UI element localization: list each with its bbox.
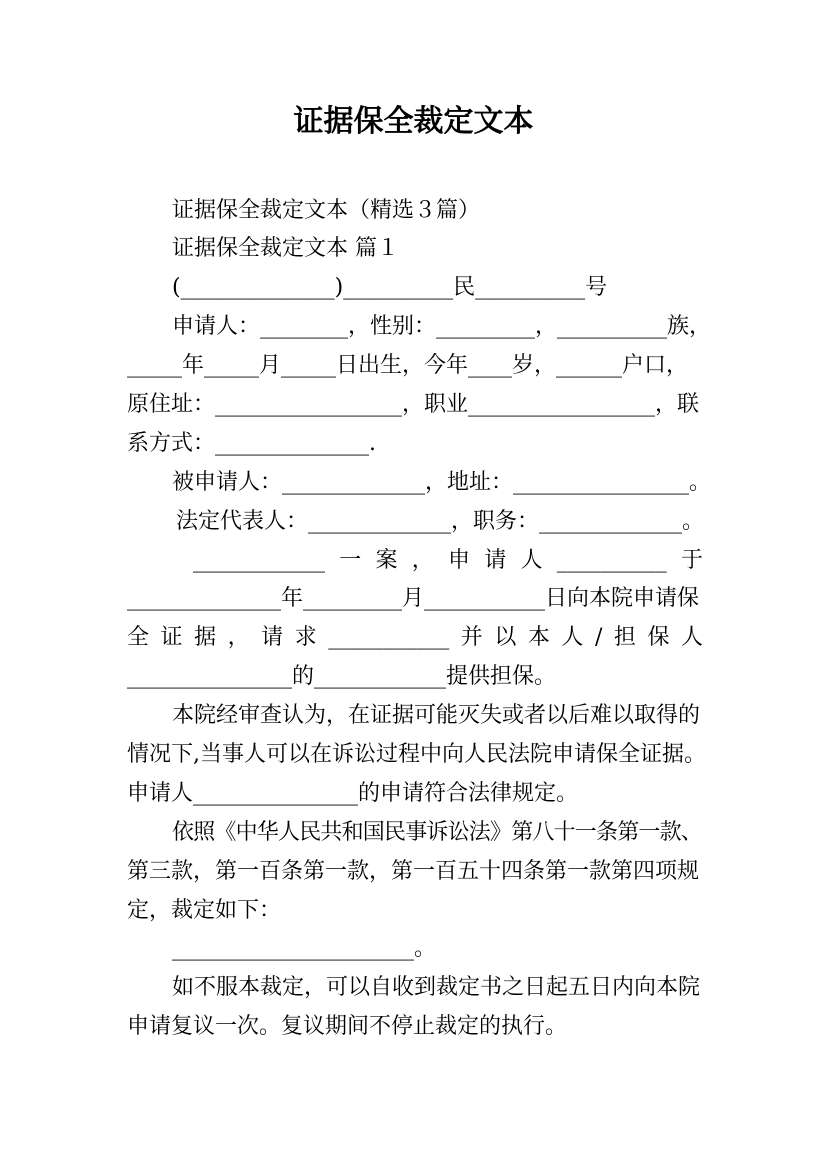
legal-basis-line: 第三款，第一百条第一款，第一百五十四条第一款第四项规 [127,858,700,884]
appeal-line: 如不服本裁定，可以自收到裁定书之日起五日内向本院 [172,975,701,1001]
document-title: 证据保全裁定文本 [293,104,534,139]
applicant-line: _____年_____月_____日出生，今年____岁，______户口， [127,353,689,379]
applicant-line: 原住址：_________________，职业_________________，联 [127,391,700,417]
request-line: _______________的____________提供担保。 [127,664,557,690]
section-heading: 证据保全裁定文本 篇１ [172,236,399,262]
review-line: 情况下,当事人可以在诉讼过程中向人民法院申请保全证据。 [127,741,706,767]
appeal-line: 申请复议一次。复议期间不停止裁定的执行。 [127,1014,568,1040]
document-intro: 证据保全裁定文本（精选３篇） [172,197,481,223]
applicant-line: 系方式：______________. [127,430,376,456]
applicant-line: 申请人：________，性别：_________，__________族， [172,314,712,340]
case-number-line: (______________)__________民__________号 [172,275,608,301]
legal-basis-line: 依照《中华人民共和国民事诉讼法》第八十一条第一款、 [172,819,703,845]
review-line: 本院经审查认为，在证据可能灭失或者以后难以取得的 [172,703,701,729]
ruling-line: ______________________。 [172,936,437,962]
request-line: 全证据，请求___________并以本人/担保人 [127,625,703,651]
legal-basis-line: 定，裁定如下： [127,897,282,923]
request-line: ____________一案，申请人__________于 [193,547,703,573]
request-line: ______________年_________月___________日向本院申请保 [127,586,700,612]
review-line: 申请人_______________的申请符合法律规定。 [127,780,579,806]
legal-representative-line: 法定代表人：_____________，职务：_____________。 [176,508,705,534]
respondent-line: 被申请人：_____________，地址：________________。 [172,469,712,495]
document-body [0,192,827,1048]
